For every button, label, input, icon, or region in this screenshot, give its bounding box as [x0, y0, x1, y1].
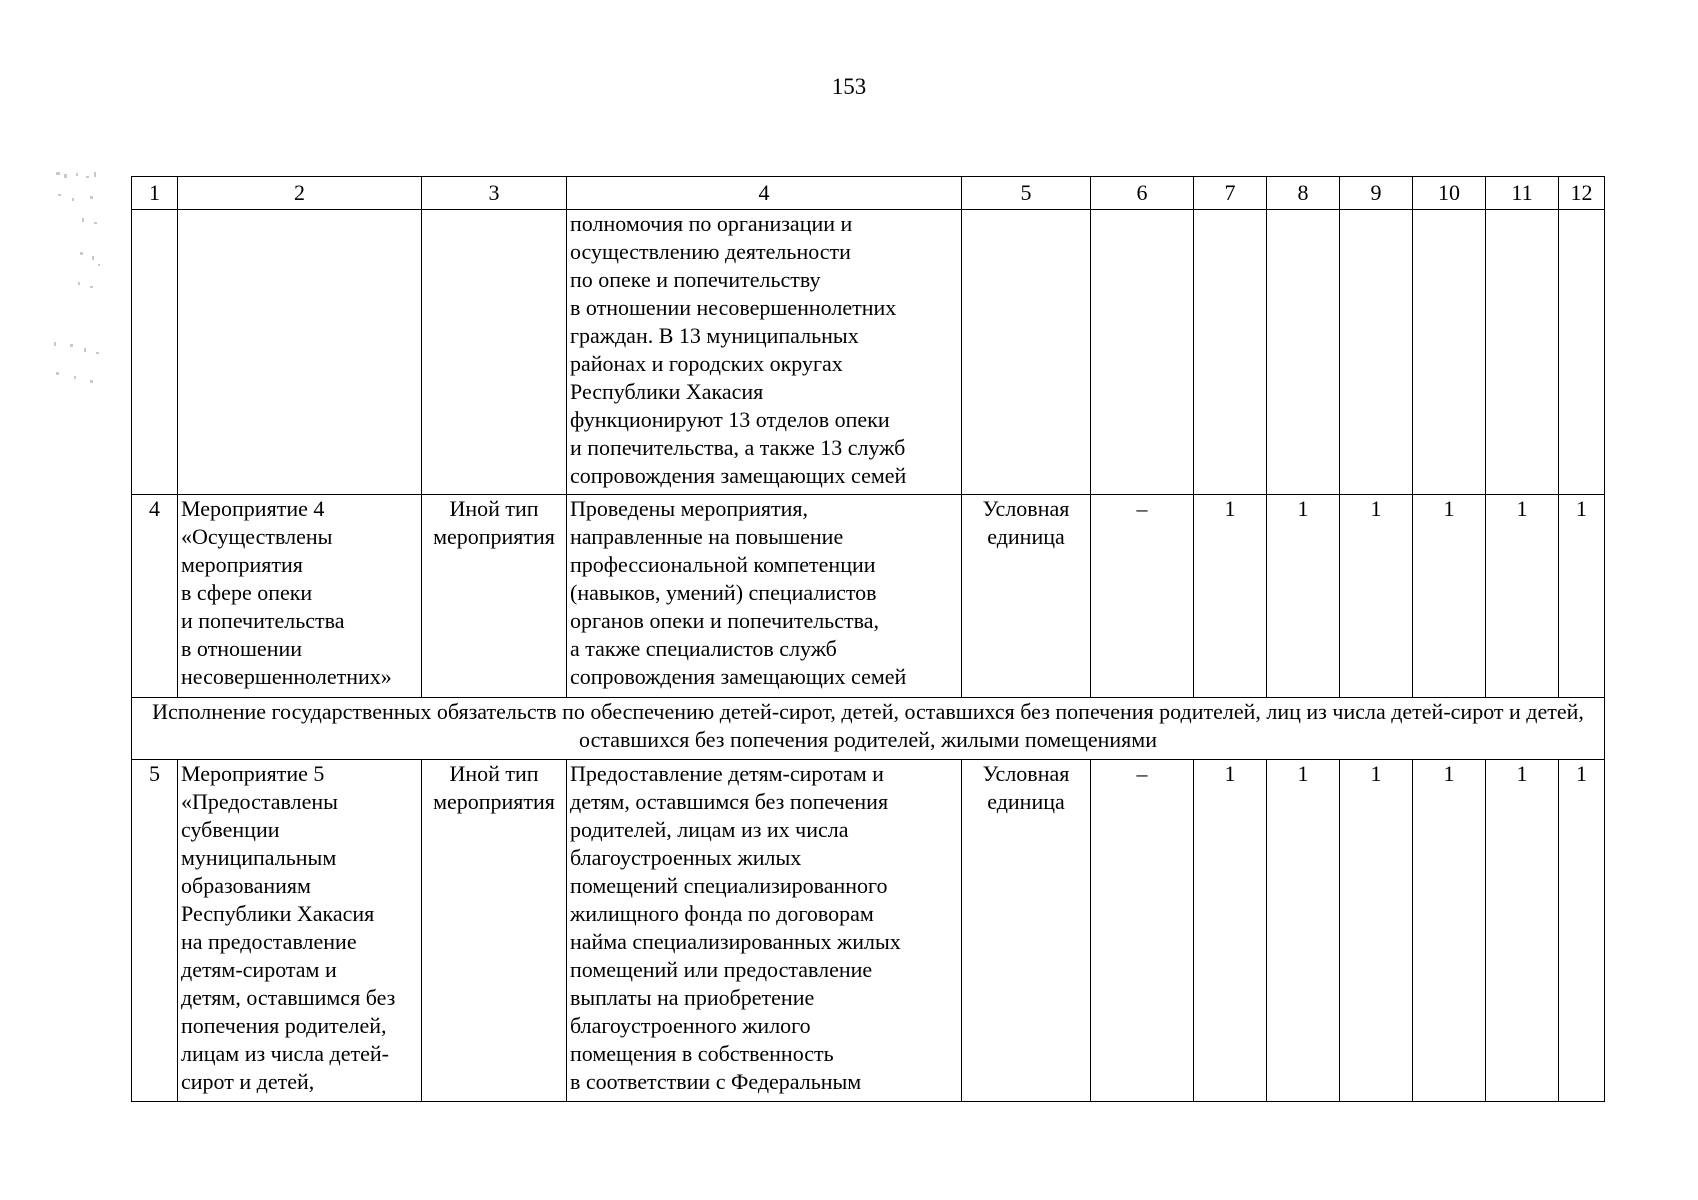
year-value: 1 — [1194, 495, 1267, 698]
column-number: 8 — [1267, 177, 1340, 210]
measure-name: Мероприятие 4 «Осуществлены мероприятия в сфере опеки и попечительства в отношении несовершеннолетних» — [178, 495, 422, 698]
column-number: 7 — [1194, 177, 1267, 210]
year-value: 1 — [1267, 495, 1340, 698]
text-line: сопровождения замещающих семей — [570, 463, 907, 488]
column-number: 5 — [962, 177, 1091, 210]
row-number: 4 — [132, 495, 178, 698]
year-value: 1 — [1340, 760, 1413, 1102]
text-line: районах и городских округах — [570, 351, 843, 376]
section-heading: Исполнение государственных обязательств по обеспечению детей-сирот, детей, оставшихся без попечения родителей, лиц из числа детей-сирот и детей, оставшихся без попечения родителей, жилыми помещениями — [132, 698, 1605, 760]
continued-row — [132, 210, 1605, 495]
text-line: функционируют 13 отделов опеки — [570, 407, 890, 432]
column-number: 2 — [178, 177, 422, 210]
column-number: 10 — [1413, 177, 1486, 210]
base-value: – — [1091, 495, 1194, 698]
year-value: 1 — [1486, 495, 1559, 698]
year-value: 1 — [1413, 760, 1486, 1102]
page-number: 153 — [831, 74, 867, 99]
year-value: 1 — [1559, 495, 1605, 698]
row-number: 5 — [132, 760, 178, 1102]
text-line: по опеке и попечительству — [570, 267, 821, 292]
measures-table — [131, 176, 1605, 1102]
result-description: Проведены мероприятия, направленные на повышение профессиональной компетенции (навыков, умений) специалистов органов опеки и попечительства, а также специалистов служб сопровождения замещающих семей — [567, 495, 962, 698]
unit-of-measure: Условная единица — [962, 760, 1091, 1102]
measure-type: Иной тип мероприятия — [422, 495, 567, 698]
measure-type: Иной тип мероприятия — [422, 760, 567, 1102]
year-value: 1 — [1194, 760, 1267, 1102]
table-row — [132, 495, 1605, 698]
column-number: 3 — [422, 177, 567, 210]
year-value: 1 — [1267, 760, 1340, 1102]
text-line: граждан. В 13 муниципальных — [570, 323, 859, 348]
measure-name: Мероприятие 5 «Предоставлены субвенции муниципальным образованиям Республики Хакасия на предоставление детям-сиротам и детям, оставшимся без попечения родителей, лицам из числа детей- сирот и детей, — [178, 760, 422, 1102]
text-line: и попечительства, а также 13 служб — [570, 435, 906, 460]
year-value: 1 — [1559, 760, 1605, 1102]
column-number-header-row — [132, 177, 1605, 210]
text-line: осуществлению деятельности — [570, 239, 851, 264]
column-number: 6 — [1091, 177, 1194, 210]
text-line: в отношении несовершеннолетних — [570, 295, 897, 320]
year-value: 1 — [1413, 495, 1486, 698]
scan-artifact — [54, 172, 102, 387]
base-value: – — [1091, 760, 1194, 1102]
unit-of-measure: Условная единица — [962, 495, 1091, 698]
column-number: 11 — [1486, 177, 1559, 210]
column-number: 1 — [132, 177, 178, 210]
table-row — [132, 760, 1605, 1102]
column-number: 12 — [1559, 177, 1605, 210]
column-number: 9 — [1340, 177, 1413, 210]
year-value: 1 — [1340, 495, 1413, 698]
result-description — [567, 210, 962, 495]
section-heading-row — [132, 698, 1605, 760]
text-line: полномочия по организации и — [570, 211, 853, 236]
text-line: Республики Хакасия — [570, 379, 764, 404]
column-number: 4 — [567, 177, 962, 210]
result-description: Предоставление детям-сиротам и детям, оставшимся без попечения родителей, лицам из их числа благоустроенных жилых помещений специализированного жилищного фонда по договорам найма специализированных жилых помещений или предоставление выплаты на приобретение благоустроенного жилого помещения в собственность в соответствии с Федеральным — [567, 760, 962, 1102]
year-value: 1 — [1486, 760, 1559, 1102]
